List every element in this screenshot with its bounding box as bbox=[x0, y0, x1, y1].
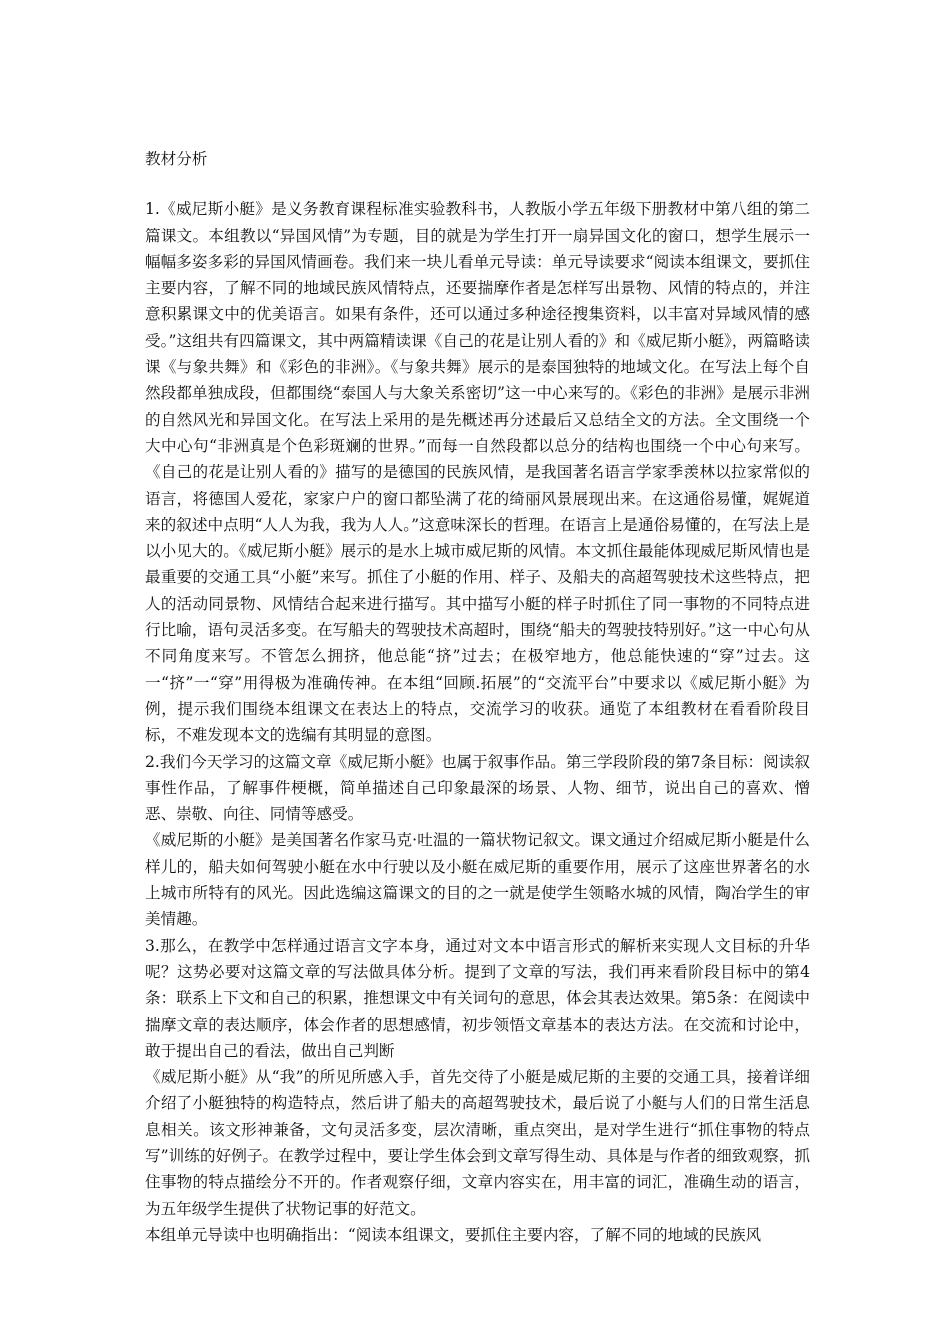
document-title: 教材分析 bbox=[145, 150, 208, 168]
paragraph-3: 《威尼斯的小艇》是美国著名作家马克·吐温的一篇状物记叙文。课文通过介绍威尼斯小艇是什么样儿的，船夫如何驾驶小艇在水中行驶以及小艇在威尼斯的重要作用，展示了这座世界著名的水上城市所特有的风光。因此选编这篇课文的目的之一就是使学生领略水城的风情，陶冶学生的审美情趣。 bbox=[145, 831, 810, 929]
paragraph-1: 1.《威尼斯小艇》是义务教育课程标准实验教科书，人教版小学五年级下册教材中第八组的第二篇课文。本组教以“异国风情”为专题，目的就是为学生打开一扇异国文化的窗口，想学生展示一幅幅多姿多彩的异国风情画卷。我们来一块儿看单元导读：单元导读要求“阅读本组课文，要抓住主要内容，了解不同的地域民族风情特点，还要揣摩作者是怎样写出景物、风情的特点的，并注意积累课文中的优美语言。如果有条件，还可以通过多种途径搜集资料，以丰富对异域风情的感受。”这组共有四篇课文，其中两篇精读课《自己的花是让别人看的》和《威尼斯小艇》，两篇略读课《与象共舞》和《彩色的非洲》。《与象共舞》展示的是泰国独特的地域文化。在写法上每个自然段都单独成段，但都围绕“泰国人与大象关系密切”这一中心来写的。《彩色的非洲》是展示非洲的自然风光和异国文化。在写法上采用的是先概述再分述最后又总结全文的方法。全文围绕一个大中心句“非洲真是个色彩斑斓的世界。”而每一自然段都以总分的结构也围绕一个中心句来写。《自己的花是让别人看的》描写的是德国的民族风情，是我国著名语言学家季羡林以拉家常似的语言，将德国人爱花，家家户户的窗口都坠满了花的绮丽风景展现出来。在这通俗易懂，娓娓道来的叙述中点明“人人为我，我为人人。”这意味深长的哲理。在语言上是通俗易懂的，在写法上是以小见大的。《威尼斯小艇》展示的是水上城市威尼斯的风情。本文抓住最能体现威尼斯风情也是最重要的交通工具“小艇”来写。抓住了小艇的作用、样子、及船夫的高超驾驶技术这些特点，把人的活动同景物、风情结合起来进行描写。其中描写小艇的样子时抓住了同一事物的不同特点进行比喻，语句灵活多变。在写船夫的驾驶技术高超时，围绕“船夫的驾驶技特别好。”这一中心句从不同角度来写。不管怎么拥挤，他总能“挤”过去；在极窄地方，他总能快速的“穿”过去。这一“挤”一“穿”用得极为准确传神。在本组“回顾.拓展”的“交流平台”中要求以《威尼斯小艇》为例，提示我们围绕本组课文在表达上的特点，交流学习的收获。通览了本组教材在看看阶段目标，不难发现本文的选编有其明显的意图。 bbox=[145, 200, 810, 745]
document-page bbox=[145, 146, 810, 1248]
paragraph-2: 2.我们今天学习的这篇文章《威尼斯小艇》也属于叙事作品。第三学段阶段的第7条目标：阅读叙事性作品，了解事件梗概，简单描述自己印象最深的场景、人物、细节，说出自己的喜欢、憎恶、崇敬、向往、同情等感受。 bbox=[145, 752, 810, 824]
paragraph-4: 3.那么，在教学中怎样通过语言文字本身，通过对文本中语言形式的解析来实现人文目标的升华呢？这势必要对这篇文章的写法做具体分析。提到了文章的写法，我们再来看阶段目标中的第4条：联系上下文和自己的积累，推想课文中有关词句的意思，体会其表达效果。第5条：在阅读中揣摩文章的表达顺序，体会作者的思想感情，初步领悟文章基本的表达方法。在交流和讨论中，敢于提出自己的看法，做出自己判断 bbox=[145, 936, 810, 1060]
paragraph-5: 《威尼斯小艇》从“我”的所见所感入手，首先交待了小艇是威尼斯的主要的交通工具，接着详细介绍了小艇独特的构造特点，然后讲了船夫的高超驾驶技术，最后说了小艇与人们的日常生活息息相关。该文形神兼备，文句灵活多变，层次清晰，重点突出，是对学生进行“抓住事物的特点写”训练的好例子。在教学过程中，要让学生体会到文章写得生动、具体是与作者的细致观察，抓住事物的特点描绘分不开的。作者观察仔细，文章内容实在，用丰富的词汇，准确生动的语言，为五年级学生提供了状物记事的好范文。 bbox=[145, 1068, 810, 1218]
paragraph-6: 本组单元导读中也明确指出：“阅读本组课文，要抓住主要内容，了解不同的地域的民族风 bbox=[145, 1225, 762, 1244]
